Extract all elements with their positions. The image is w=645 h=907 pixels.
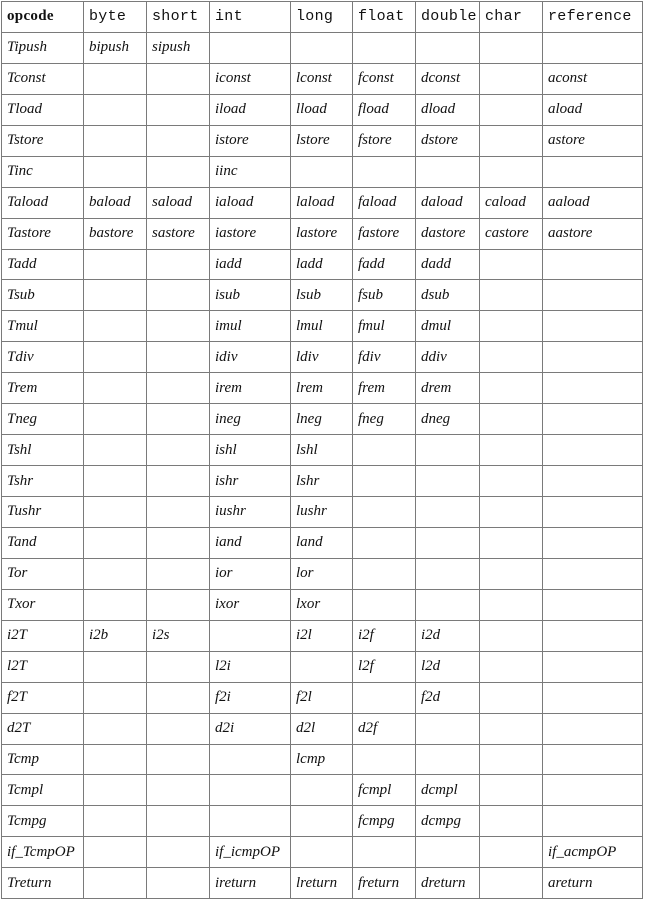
instruction-cell: dconst	[416, 63, 480, 94]
table-row	[2, 404, 643, 435]
column-header-2: short	[147, 2, 210, 33]
instruction-cell: aaload	[543, 187, 643, 218]
instruction-cell	[210, 806, 291, 837]
table-row	[2, 373, 643, 404]
instruction-cell	[353, 156, 416, 187]
instruction-cell	[480, 868, 543, 899]
table-row	[2, 156, 643, 187]
opcode-cell: Tushr	[2, 497, 84, 528]
opcode-cell: Tipush	[2, 32, 84, 63]
column-header-1: byte	[84, 2, 147, 33]
instruction-cell	[84, 775, 147, 806]
instruction-cell	[543, 466, 643, 497]
instruction-cell	[543, 651, 643, 682]
instruction-cell	[84, 713, 147, 744]
instruction-cell: fastore	[353, 218, 416, 249]
opcode-cell: l2T	[2, 651, 84, 682]
instruction-cell: fdiv	[353, 342, 416, 373]
opcode-cell: Trem	[2, 373, 84, 404]
instruction-cell	[210, 775, 291, 806]
instruction-cell: dneg	[416, 404, 480, 435]
instruction-cell: i2f	[353, 620, 416, 651]
instruction-cell	[416, 589, 480, 620]
instruction-cell	[416, 837, 480, 868]
instruction-cell	[147, 837, 210, 868]
instruction-cell: fload	[353, 94, 416, 125]
opcode-type-table	[1, 1, 643, 899]
instruction-cell	[416, 558, 480, 589]
opcode-cell: Taload	[2, 187, 84, 218]
instruction-cell	[543, 435, 643, 466]
instruction-cell: fadd	[353, 249, 416, 280]
instruction-cell	[84, 589, 147, 620]
table-row	[2, 744, 643, 775]
instruction-cell	[353, 744, 416, 775]
instruction-cell	[416, 32, 480, 63]
instruction-cell: f2l	[291, 682, 353, 713]
instruction-cell	[84, 527, 147, 558]
instruction-cell	[84, 63, 147, 94]
instruction-cell: saload	[147, 187, 210, 218]
instruction-cell	[416, 744, 480, 775]
instruction-cell: fstore	[353, 125, 416, 156]
opcode-cell: if_TcmpOP	[2, 837, 84, 868]
instruction-cell	[480, 280, 543, 311]
instruction-cell	[84, 404, 147, 435]
instruction-cell: lushr	[291, 497, 353, 528]
instruction-cell	[291, 32, 353, 63]
instruction-cell: ireturn	[210, 868, 291, 899]
instruction-cell: lreturn	[291, 868, 353, 899]
instruction-cell: lrem	[291, 373, 353, 404]
instruction-cell	[480, 32, 543, 63]
opcode-cell: Tastore	[2, 218, 84, 249]
opcode-cell: Tdiv	[2, 342, 84, 373]
instruction-cell: lor	[291, 558, 353, 589]
instruction-cell	[147, 589, 210, 620]
opcode-cell: Tmul	[2, 311, 84, 342]
instruction-cell: aload	[543, 94, 643, 125]
instruction-cell	[480, 404, 543, 435]
instruction-cell	[543, 527, 643, 558]
instruction-cell	[353, 435, 416, 466]
instruction-cell: ldiv	[291, 342, 353, 373]
instruction-cell	[480, 527, 543, 558]
instruction-cell: castore	[480, 218, 543, 249]
instruction-cell: l2i	[210, 651, 291, 682]
instruction-cell	[480, 94, 543, 125]
instruction-cell	[84, 682, 147, 713]
instruction-cell	[543, 497, 643, 528]
instruction-cell: iinc	[210, 156, 291, 187]
instruction-cell: ishl	[210, 435, 291, 466]
instruction-cell: ixor	[210, 589, 291, 620]
instruction-cell: iconst	[210, 63, 291, 94]
instruction-cell	[147, 63, 210, 94]
instruction-cell	[210, 620, 291, 651]
instruction-cell: lastore	[291, 218, 353, 249]
table-row	[2, 651, 643, 682]
instruction-cell	[543, 404, 643, 435]
instruction-cell	[416, 713, 480, 744]
instruction-cell	[210, 32, 291, 63]
table-row	[2, 342, 643, 373]
instruction-cell: frem	[353, 373, 416, 404]
instruction-cell	[543, 744, 643, 775]
opcode-cell: Tstore	[2, 125, 84, 156]
table-row	[2, 32, 643, 63]
instruction-cell	[291, 775, 353, 806]
opcode-cell: Tneg	[2, 404, 84, 435]
instruction-cell: freturn	[353, 868, 416, 899]
opcode-cell: Tshl	[2, 435, 84, 466]
instruction-cell: if_acmpOP	[543, 837, 643, 868]
instruction-cell: idiv	[210, 342, 291, 373]
table-row	[2, 311, 643, 342]
instruction-cell	[353, 589, 416, 620]
instruction-cell: ddiv	[416, 342, 480, 373]
instruction-cell: dload	[416, 94, 480, 125]
instruction-cell	[84, 94, 147, 125]
table-row	[2, 620, 643, 651]
instruction-cell	[84, 125, 147, 156]
instruction-cell	[480, 589, 543, 620]
instruction-cell: isub	[210, 280, 291, 311]
instruction-cell: caload	[480, 187, 543, 218]
opcode-cell: Txor	[2, 589, 84, 620]
instruction-cell: ishr	[210, 466, 291, 497]
instruction-cell	[480, 651, 543, 682]
table-row	[2, 589, 643, 620]
table-row	[2, 682, 643, 713]
instruction-cell	[147, 558, 210, 589]
instruction-cell	[147, 713, 210, 744]
instruction-cell	[480, 620, 543, 651]
instruction-cell: dcmpl	[416, 775, 480, 806]
instruction-cell	[543, 775, 643, 806]
column-header-6: double	[416, 2, 480, 33]
instruction-cell: sastore	[147, 218, 210, 249]
instruction-cell	[543, 342, 643, 373]
opcode-cell: i2T	[2, 620, 84, 651]
instruction-cell: lstore	[291, 125, 353, 156]
instruction-cell: ior	[210, 558, 291, 589]
instruction-cell: dastore	[416, 218, 480, 249]
instruction-cell: baload	[84, 187, 147, 218]
opcode-cell: Tcmpg	[2, 806, 84, 837]
instruction-cell: iload	[210, 94, 291, 125]
column-header-4: long	[291, 2, 353, 33]
instruction-cell	[84, 156, 147, 187]
opcode-cell: Tand	[2, 527, 84, 558]
instruction-cell	[84, 497, 147, 528]
table-row	[2, 837, 643, 868]
instruction-cell	[147, 280, 210, 311]
instruction-cell	[353, 32, 416, 63]
instruction-cell	[147, 497, 210, 528]
table-row	[2, 94, 643, 125]
opcode-cell: Tinc	[2, 156, 84, 187]
instruction-cell	[480, 125, 543, 156]
instruction-cell	[543, 620, 643, 651]
instruction-cell: dsub	[416, 280, 480, 311]
instruction-cell	[416, 497, 480, 528]
instruction-cell	[543, 156, 643, 187]
instruction-cell: dstore	[416, 125, 480, 156]
instruction-cell	[84, 280, 147, 311]
instruction-cell	[84, 558, 147, 589]
instruction-cell	[480, 806, 543, 837]
instruction-cell: faload	[353, 187, 416, 218]
instruction-cell: daload	[416, 187, 480, 218]
instruction-cell	[84, 373, 147, 404]
instruction-cell: laload	[291, 187, 353, 218]
instruction-cell: i2s	[147, 620, 210, 651]
instruction-cell	[480, 249, 543, 280]
instruction-cell	[147, 311, 210, 342]
instruction-cell: lload	[291, 94, 353, 125]
instruction-cell	[147, 94, 210, 125]
table-row	[2, 218, 643, 249]
opcode-cell: Tconst	[2, 63, 84, 94]
table-row	[2, 125, 643, 156]
instruction-cell	[147, 125, 210, 156]
instruction-cell	[147, 651, 210, 682]
instruction-cell	[147, 744, 210, 775]
table-row	[2, 527, 643, 558]
table-row	[2, 497, 643, 528]
instruction-cell	[480, 63, 543, 94]
instruction-cell	[543, 806, 643, 837]
table-row	[2, 806, 643, 837]
instruction-cell	[147, 404, 210, 435]
table-row	[2, 868, 643, 899]
instruction-cell: dmul	[416, 311, 480, 342]
instruction-cell	[543, 558, 643, 589]
instruction-cell: d2f	[353, 713, 416, 744]
table-row	[2, 187, 643, 218]
instruction-cell: iadd	[210, 249, 291, 280]
instruction-cell	[480, 311, 543, 342]
opcode-cell: Tcmp	[2, 744, 84, 775]
instruction-cell: sipush	[147, 32, 210, 63]
instruction-cell	[480, 558, 543, 589]
instruction-cell: i2d	[416, 620, 480, 651]
instruction-cell	[480, 775, 543, 806]
instruction-cell: aconst	[543, 63, 643, 94]
instruction-cell: ladd	[291, 249, 353, 280]
column-header-7: char	[480, 2, 543, 33]
instruction-cell	[353, 558, 416, 589]
instruction-cell	[480, 156, 543, 187]
instruction-cell: bipush	[84, 32, 147, 63]
instruction-cell	[147, 868, 210, 899]
instruction-cell	[543, 249, 643, 280]
instruction-cell	[480, 744, 543, 775]
instruction-cell: i2l	[291, 620, 353, 651]
instruction-cell: dadd	[416, 249, 480, 280]
instruction-cell	[543, 713, 643, 744]
instruction-cell	[147, 342, 210, 373]
instruction-cell: fconst	[353, 63, 416, 94]
column-header-8: reference	[543, 2, 643, 33]
instruction-cell	[147, 806, 210, 837]
table-row	[2, 775, 643, 806]
instruction-cell	[147, 435, 210, 466]
instruction-cell: dreturn	[416, 868, 480, 899]
instruction-cell: lshr	[291, 466, 353, 497]
instruction-cell	[147, 775, 210, 806]
instruction-cell: l2d	[416, 651, 480, 682]
instruction-cell	[84, 311, 147, 342]
table-row	[2, 713, 643, 744]
instruction-cell	[147, 466, 210, 497]
instruction-cell	[480, 713, 543, 744]
opcode-cell: Tadd	[2, 249, 84, 280]
opcode-cell: Tshr	[2, 466, 84, 497]
instruction-cell	[84, 342, 147, 373]
instruction-cell	[543, 311, 643, 342]
instruction-cell	[210, 744, 291, 775]
instruction-cell	[353, 837, 416, 868]
instruction-cell	[543, 589, 643, 620]
instruction-cell	[543, 373, 643, 404]
instruction-cell: ineg	[210, 404, 291, 435]
instruction-cell: fcmpl	[353, 775, 416, 806]
instruction-cell: fmul	[353, 311, 416, 342]
instruction-cell	[416, 156, 480, 187]
instruction-cell	[543, 682, 643, 713]
instruction-cell: iand	[210, 527, 291, 558]
instruction-cell	[147, 156, 210, 187]
opcode-cell: d2T	[2, 713, 84, 744]
instruction-cell	[291, 837, 353, 868]
instruction-cell	[416, 527, 480, 558]
instruction-cell	[291, 651, 353, 682]
instruction-cell: lsub	[291, 280, 353, 311]
instruction-cell: lconst	[291, 63, 353, 94]
instruction-cell	[291, 156, 353, 187]
opcode-cell: f2T	[2, 682, 84, 713]
instruction-cell	[480, 682, 543, 713]
opcode-cell: Treturn	[2, 868, 84, 899]
instruction-cell: aastore	[543, 218, 643, 249]
instruction-cell	[84, 466, 147, 497]
instruction-cell	[480, 497, 543, 528]
instruction-cell: f2d	[416, 682, 480, 713]
instruction-cell	[291, 806, 353, 837]
instruction-cell	[543, 280, 643, 311]
instruction-cell	[84, 837, 147, 868]
instruction-cell: i2b	[84, 620, 147, 651]
instruction-cell: lmul	[291, 311, 353, 342]
header-row	[2, 2, 643, 33]
instruction-cell	[84, 249, 147, 280]
table-row	[2, 63, 643, 94]
instruction-cell: areturn	[543, 868, 643, 899]
instruction-cell	[353, 527, 416, 558]
instruction-cell: drem	[416, 373, 480, 404]
table-row	[2, 280, 643, 311]
instruction-cell	[480, 837, 543, 868]
instruction-cell	[84, 651, 147, 682]
opcode-cell: Tsub	[2, 280, 84, 311]
instruction-cell	[84, 806, 147, 837]
instruction-cell: iushr	[210, 497, 291, 528]
instruction-cell: fsub	[353, 280, 416, 311]
instruction-cell	[84, 744, 147, 775]
instruction-cell: f2i	[210, 682, 291, 713]
instruction-cell: irem	[210, 373, 291, 404]
opcode-cell: Tcmpl	[2, 775, 84, 806]
table-row	[2, 558, 643, 589]
instruction-cell: lcmp	[291, 744, 353, 775]
instruction-cell	[147, 373, 210, 404]
instruction-cell: d2l	[291, 713, 353, 744]
instruction-cell	[353, 497, 416, 528]
column-header-3: int	[210, 2, 291, 33]
opcode-cell: Tload	[2, 94, 84, 125]
instruction-cell: fcmpg	[353, 806, 416, 837]
instruction-cell	[147, 682, 210, 713]
instruction-cell	[480, 342, 543, 373]
instruction-cell	[416, 466, 480, 497]
instruction-cell: dcmpg	[416, 806, 480, 837]
instruction-cell: lxor	[291, 589, 353, 620]
table-row	[2, 249, 643, 280]
opcode-cell: Tor	[2, 558, 84, 589]
instruction-cell	[416, 435, 480, 466]
instruction-cell: if_icmpOP	[210, 837, 291, 868]
instruction-cell	[147, 249, 210, 280]
instruction-cell: d2i	[210, 713, 291, 744]
instruction-cell	[84, 435, 147, 466]
instruction-cell: fneg	[353, 404, 416, 435]
instruction-cell: istore	[210, 125, 291, 156]
instruction-cell: lshl	[291, 435, 353, 466]
table-row	[2, 435, 643, 466]
column-header-0: opcode	[2, 2, 84, 33]
instruction-cell: lneg	[291, 404, 353, 435]
instruction-cell	[543, 32, 643, 63]
instruction-cell: land	[291, 527, 353, 558]
instruction-cell: iastore	[210, 218, 291, 249]
instruction-cell	[84, 868, 147, 899]
instruction-cell: bastore	[84, 218, 147, 249]
instruction-cell	[480, 435, 543, 466]
instruction-cell	[147, 527, 210, 558]
instruction-cell: l2f	[353, 651, 416, 682]
instruction-cell	[353, 682, 416, 713]
instruction-cell: imul	[210, 311, 291, 342]
instruction-cell	[480, 373, 543, 404]
column-header-5: float	[353, 2, 416, 33]
instruction-cell	[480, 466, 543, 497]
instruction-cell	[353, 466, 416, 497]
instruction-cell: astore	[543, 125, 643, 156]
table-row	[2, 466, 643, 497]
instruction-cell: iaload	[210, 187, 291, 218]
